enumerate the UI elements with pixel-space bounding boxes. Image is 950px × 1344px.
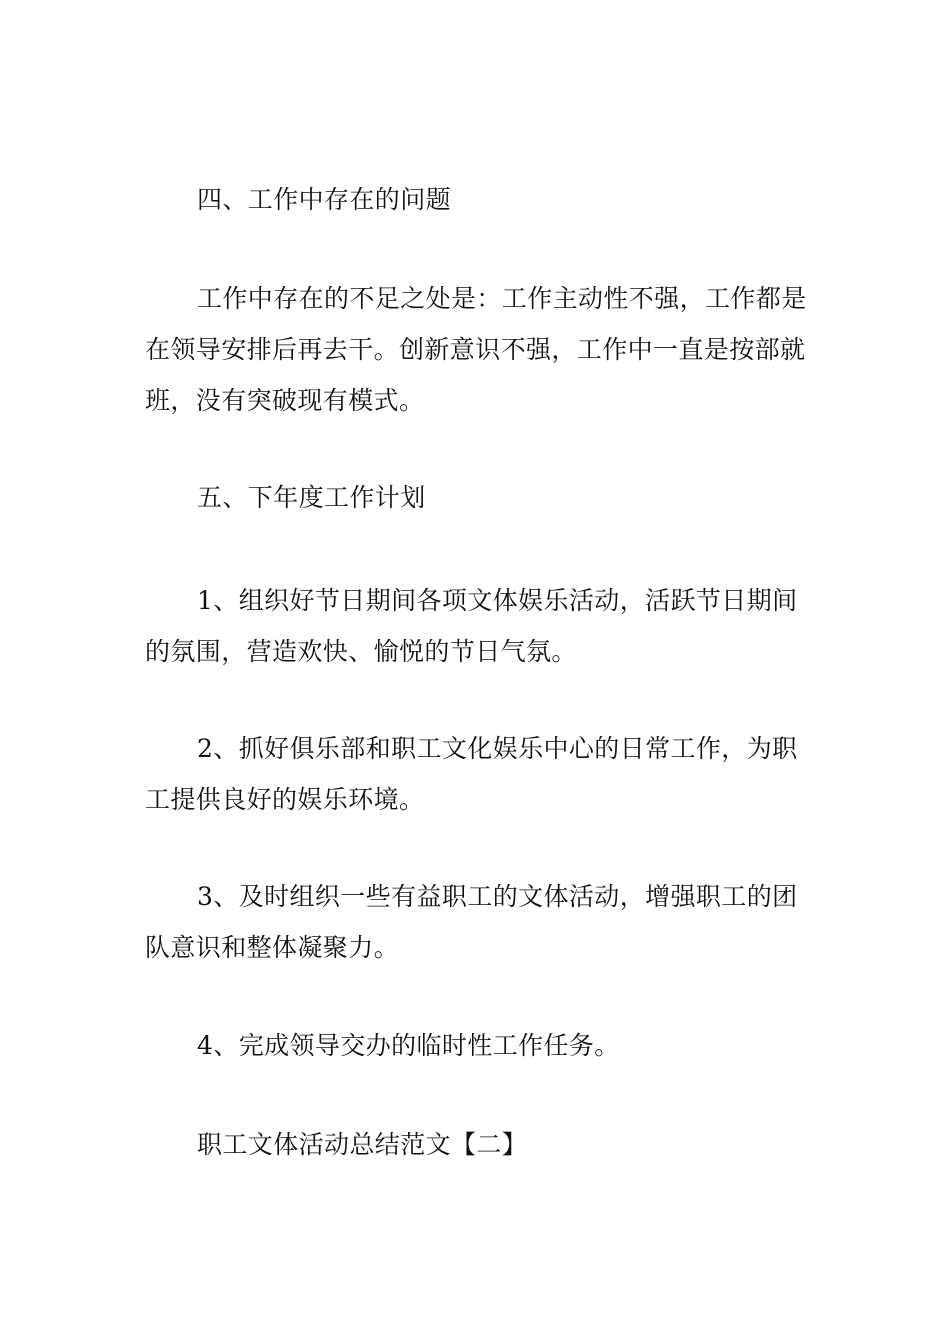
plan-item-2: 2、抓好俱乐部和职工文化娱乐中心的日常工作，为职工提供良好的娱乐环境。 bbox=[145, 734, 798, 814]
plan-item-3: 3、及时组织一些有益职工的文体活动，增强职工的团队意识和整体凝聚力。 bbox=[145, 882, 798, 962]
section-heading-plan: 五、下年度工作计划 bbox=[197, 483, 426, 512]
paragraph-problems: 工作中存在的不足之处是：工作主动性不强，工作都是在领导安排后再去干。创新意识不强，工作中一直是按部就班，没有突破现有模式。 bbox=[145, 284, 807, 415]
plan-item-1: 1、组织好节日期间各项文体娱乐活动，活跃节日期间的氛围，营造欢快、愉悦的节日气氛。 bbox=[145, 586, 798, 666]
next-section-title: 职工文体活动总结范文【二】 bbox=[197, 1130, 528, 1159]
section-heading-problems: 四、工作中存在的问题 bbox=[197, 185, 452, 214]
plan-item-4: 4、完成领导交办的临时性工作任务。 bbox=[197, 1031, 620, 1060]
